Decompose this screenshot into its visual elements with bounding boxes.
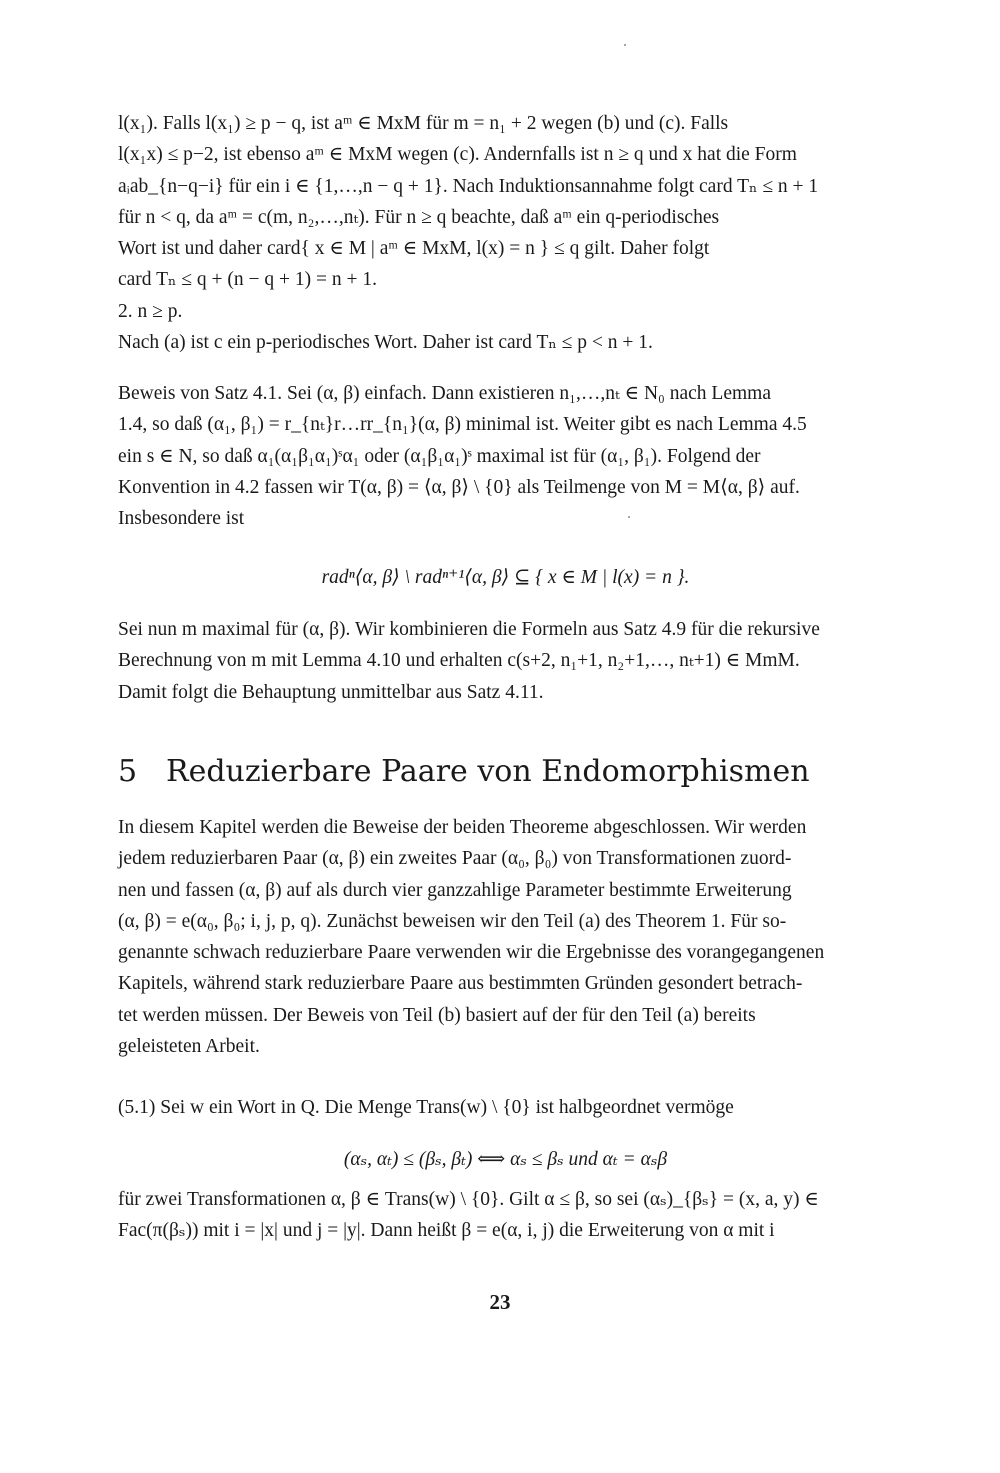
text-line: nen und fassen (α, β) auf als durch vier ganzzahlige Parameter bestimmte Erweiterung — [118, 879, 792, 901]
scan-speck — [624, 44, 626, 46]
proof-satz-4-1-end — [118, 614, 893, 708]
text-line: l(x₁x) ≤ p−2, ist ebenso aᵐ ∈ MxM wegen (c). Andernfalls ist n ≥ q und x hat die Form — [118, 144, 797, 166]
section-heading — [118, 752, 898, 792]
text-line: Kapitels, während stark reduzierbare Paare aus bestimmten Gründen gesondert betrach- — [118, 973, 803, 995]
text-line: Sei nun m maximal für (α, β). Wir kombinieren die Formeln aus Satz 4.9 für die rekursive — [118, 619, 820, 640]
proof-satz-4-1 — [118, 378, 893, 534]
display-formula-order: (αₛ, αₜ) ≤ (βₛ, βₜ) ⟺ αₛ ≤ βₛ und αₜ = αₛβ — [343, 1149, 668, 1170]
text-line: 2. n ≥ p. — [118, 300, 183, 322]
text-line: card Tₙ ≤ q + (n − q + 1) = n + 1. — [118, 269, 377, 291]
text-line: genannte schwach reduzierbare Paare verwenden wir die Ergebnisse des vorangegangenen — [118, 942, 825, 964]
text-line: Beweis von Satz 4.1. Sei (α, β) einfach. Dann existieren n₁,…,nₜ ∈ N₀ nach Lemma — [118, 383, 771, 404]
text-line: für zwei Transformationen α, β ∈ Trans(w) \ {0}. Gilt α ≤ β, so sei (αₛ)_{βₛ} = (x, a, y) ∈ — [118, 1189, 819, 1210]
section-intro — [118, 812, 893, 1062]
text-line: l(x₁). Falls l(x₁) ≥ p − q, ist aᵐ ∈ MxM für m = n₁ + 2 wegen (b) und (c). Falls — [118, 113, 729, 134]
text-line: geleisteten Arbeit. — [118, 1036, 260, 1058]
text-line: Wort ist und daher card{ x ∈ M | aᵐ ∈ MxM, l(x) = n } ≤ q gilt. Daher folgt — [118, 238, 710, 260]
text-line: ein s ∈ N, so daß α₁(α₁β₁α₁)ˢα₁ oder (α₁β₁α₁)ˢ maximal ist für (α₁, β₁). Folgend der — [118, 445, 761, 467]
text-line: (α, β) = e(α₀, β₀; i, j, p, q). Zunächst beweisen wir den Teil (a) des Theorem 1. Für so- — [118, 910, 787, 932]
page-number: 23 — [489, 1290, 511, 1314]
definition-5-1-cont — [118, 1184, 893, 1247]
text-line: In diesem Kapitel werden die Beweise der beiden Theoreme abgeschlossen. Wir werden — [118, 817, 807, 838]
section-number: 5 — [118, 754, 138, 789]
text-line: Fac(π(βₛ)) mit i = |x| und j = |y|. Dann heißt β = e(α, i, j) die Erweiterung von α mit i — [118, 1220, 775, 1242]
text-line: aᵢab_{n−q−i} für ein i ∈ {1,…,n − q + 1}. Nach Induktionsannahme folgt card Tₙ ≤ n + 1 — [118, 175, 819, 197]
text-line: Berechnung von m mit Lemma 4.10 und erhalten c(s+2, n₁+1, n₂+1,…, nₜ+1) ∈ MmM. — [118, 650, 800, 672]
text-line: jedem reduzierbaren Paar (α, β) ein zweites Paar (α₀, β₀) von Transformationen zuord- — [118, 848, 792, 870]
text-line: für n < q, da aᵐ = c(m, n₂,…,nₜ). Für n ≥ q beachte, daß aᵐ ein q-periodisches — [118, 206, 720, 228]
text-line: Damit folgt die Behauptung unmittelbar aus Satz 4.11. — [118, 681, 544, 703]
display-formula: radⁿ⟨α, β⟩ \ radⁿ⁺¹⟨α, β⟩ ⊆ { x ∈ M | l(x) = n }. — [321, 567, 690, 588]
text-line: Nach (a) ist c ein p-periodisches Wort. Daher ist card Tₙ ≤ p < n + 1. — [118, 332, 653, 354]
text-line: Konvention in 4.2 fassen wir T(α, β) = ⟨α, β⟩ \ {0} als Teilmenge von M = M⟨α, β⟩ auf. — [118, 476, 800, 498]
text-line: 1.4, so daß (α₁, β₁) = r_{nₜ}r…rr_{n₁}(α, β) minimal ist. Weiter gibt es nach Lemma 4.5 — [118, 414, 807, 436]
definition-5-1 — [118, 1092, 893, 1123]
section-title: Reduzierbare Paare von Endomorphismen — [166, 754, 810, 789]
text-line: tet werden müssen. Der Beweis von Teil (b) basiert auf der für den Teil (a) bereits — [118, 1004, 756, 1026]
text-line: Insbesondere ist — [118, 508, 245, 530]
proof-continuation — [118, 108, 893, 358]
text-line: (5.1) Sei w ein Wort in Q. Die Menge Trans(w) \ {0} ist halbgeordnet vermöge — [118, 1097, 734, 1118]
